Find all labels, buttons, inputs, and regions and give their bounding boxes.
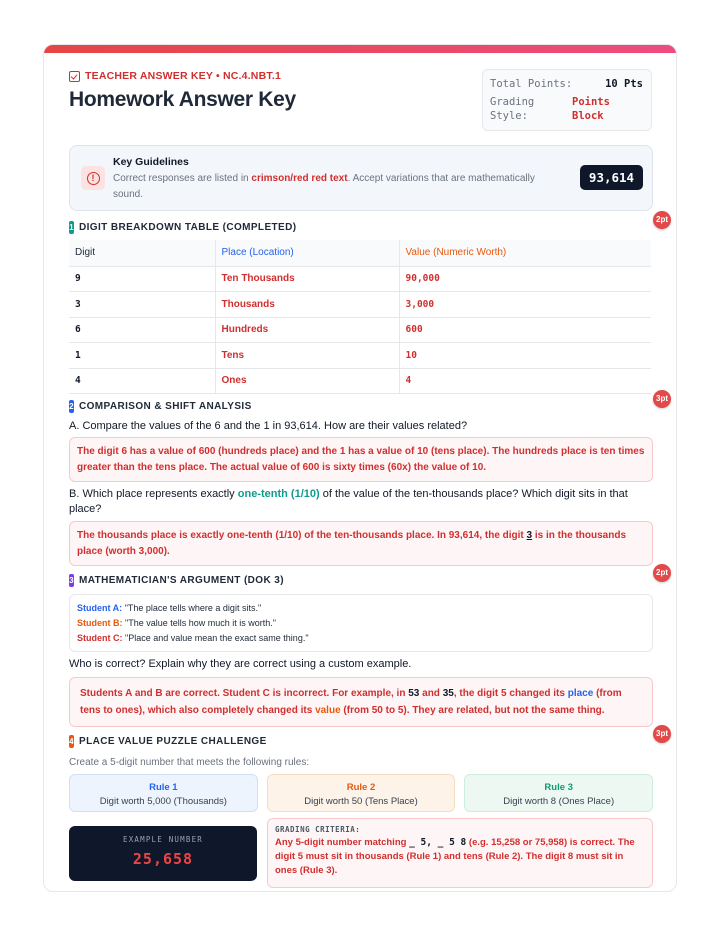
section1-title: DIGIT BREAKDOWN TABLE (COMPLETED) (79, 222, 297, 233)
cell-value: 3,000 (399, 292, 651, 318)
rule-card (69, 774, 258, 812)
question-3: Who is correct? Explain why they are correct using a custom example. (69, 658, 412, 670)
question-2b: B. Which place represents exactly one-tenth (1/10) of the value of the ten-thousands place? Which digit sits in that place? (69, 488, 628, 515)
guideline-icon-box (81, 166, 105, 190)
answer-digit: 3 (526, 530, 533, 541)
guidelines-text: Correct responses are listed in crimson/red red text. Accept variations that are mathematically sound. (113, 173, 535, 200)
total-points-label: Total Points: (490, 78, 573, 90)
alert-circle-icon: ! (87, 172, 100, 185)
table-row (69, 266, 651, 292)
guidelines-title: Key Guidelines (113, 156, 189, 168)
header-tag-text: TEACHER ANSWER KEY • NC.4.NBT.1 (85, 70, 281, 82)
cell-place: Ones (215, 368, 399, 394)
cell-value: 4 (399, 368, 651, 394)
criteria-pattern: _ 5, _ 5 8 (409, 837, 467, 848)
table-row (69, 292, 651, 318)
key-guidelines-box (69, 145, 653, 211)
student-statement: Student B: "The value tells how much it is worth." (77, 618, 276, 628)
answer-3: Students A and B are correct. Student C is incorrect. For example, in 53 and 35, the digit 5 changed its place (from tens to ones), which also completely changed its value (from 50 to 5). They are related, but not the same thing. (69, 677, 653, 727)
points-box (482, 69, 652, 131)
student-statement: Student A: "The place tells where a digit sits." (77, 603, 262, 613)
rule-title: Rule 2 (346, 782, 376, 793)
cell-digit: 1 (69, 343, 215, 369)
top-accent-bar (44, 45, 676, 53)
question-2a: A. Compare the values of the 6 and the 1 in 93,614. How are their values related? (69, 420, 468, 432)
section2-number: 2 (69, 402, 74, 411)
target-number-badge: 93,614 (580, 165, 643, 190)
section2-points-badge: 3pt (653, 390, 671, 408)
cell-place: Tens (215, 343, 399, 369)
rule-desc: Digit worth 8 (Ones Place) (503, 796, 615, 807)
section4-intro: Create a 5-digit number that meets the following rules: (69, 757, 310, 768)
one-tenth-highlight: one-tenth (1/10) (237, 488, 320, 500)
section1-heading (69, 221, 296, 234)
grading-criteria-box (267, 818, 653, 888)
table-header-row (69, 240, 651, 266)
answer-2a: The digit 6 has a value of 600 (hundreds place) and the 1 has a value of 10 (tens place). The hundreds place is ten times greater than the tens place. The actual value of 600 is sixty times (60x) the value of 10. (69, 437, 653, 482)
answer-2b: The thousands place is exactly one-tenth (1/10) of the ten-thousands place. In 93,614, the digit 3 is in the thousands place (worth 3,000). (69, 521, 653, 566)
example-label: EXAMPLE NUMBER (122, 835, 203, 844)
cell-digit: 9 (69, 266, 215, 292)
example-number: 25,658 (132, 850, 194, 868)
section2-title: COMPARISON & SHIFT ANALYSIS (79, 401, 252, 412)
header-tag (69, 70, 281, 82)
section4-heading (69, 735, 267, 748)
grading-style-label: Grading Style: (490, 96, 535, 122)
digit-breakdown-table (69, 240, 651, 394)
cell-place: Ten Thousands (215, 266, 399, 292)
page-title: Homework Answer Key (69, 88, 296, 111)
answer-key-page (43, 44, 677, 892)
cell-digit: 6 (69, 317, 215, 343)
grading-style-value: Points Block (572, 96, 610, 122)
col-header-value: Value (Numeric Worth) (399, 240, 651, 266)
section4-points-badge: 3pt (653, 725, 671, 743)
checkbox-icon (69, 71, 80, 82)
rule-title: Rule 1 (149, 782, 178, 793)
cell-digit: 4 (69, 368, 215, 394)
table-row (69, 343, 651, 369)
table-row (69, 317, 651, 343)
rule-title: Rule 3 (544, 782, 573, 793)
criteria-text: Any 5-digit number matching _ 5, _ 5 8 (e.g. 15,258 or 75,958) is correct. The digit 5 must sit in thousands (Rule 1) and tens (Rule 2). The digit 8 must sit in ones (Rule 3). (275, 837, 635, 876)
section2-heading (69, 400, 252, 413)
cell-value: 600 (399, 317, 651, 343)
rule-desc: Digit worth 50 (Tens Place) (304, 796, 418, 807)
rule-card (267, 774, 456, 812)
section3-number: 3 (69, 576, 74, 585)
rules-row (69, 774, 653, 812)
section3-title: MATHEMATICIAN'S ARGUMENT (DOK 3) (79, 575, 284, 586)
example-number-box (69, 826, 257, 881)
section4-number: 4 (69, 737, 74, 746)
col-header-place: Place (Location) (215, 240, 399, 266)
rule-card (464, 774, 653, 812)
criteria-label: GRADING CRITERIA: (275, 825, 361, 834)
cell-value: 10 (399, 343, 651, 369)
rule-desc: Digit worth 5,000 (Thousands) (99, 796, 227, 807)
section3-heading (69, 574, 284, 587)
cell-place: Hundreds (215, 317, 399, 343)
col-header-digit: Digit (69, 240, 215, 266)
table-row (69, 368, 651, 394)
cell-value: 90,000 (399, 266, 651, 292)
guidelines-highlight: crimson/red red text (251, 173, 348, 184)
section1-points-badge: 2pt (653, 211, 671, 229)
section3-points-badge: 2pt (653, 564, 671, 582)
cell-place: Thousands (215, 292, 399, 318)
student-statement: Student C: "Place and value mean the exact same thing." (77, 633, 309, 643)
section1-number: 1 (69, 223, 74, 232)
cell-digit: 3 (69, 292, 215, 318)
student-statements-box (69, 594, 653, 652)
section4-title: PLACE VALUE PUZZLE CHALLENGE (79, 736, 267, 747)
total-points-value: 10 Pts (605, 78, 643, 90)
